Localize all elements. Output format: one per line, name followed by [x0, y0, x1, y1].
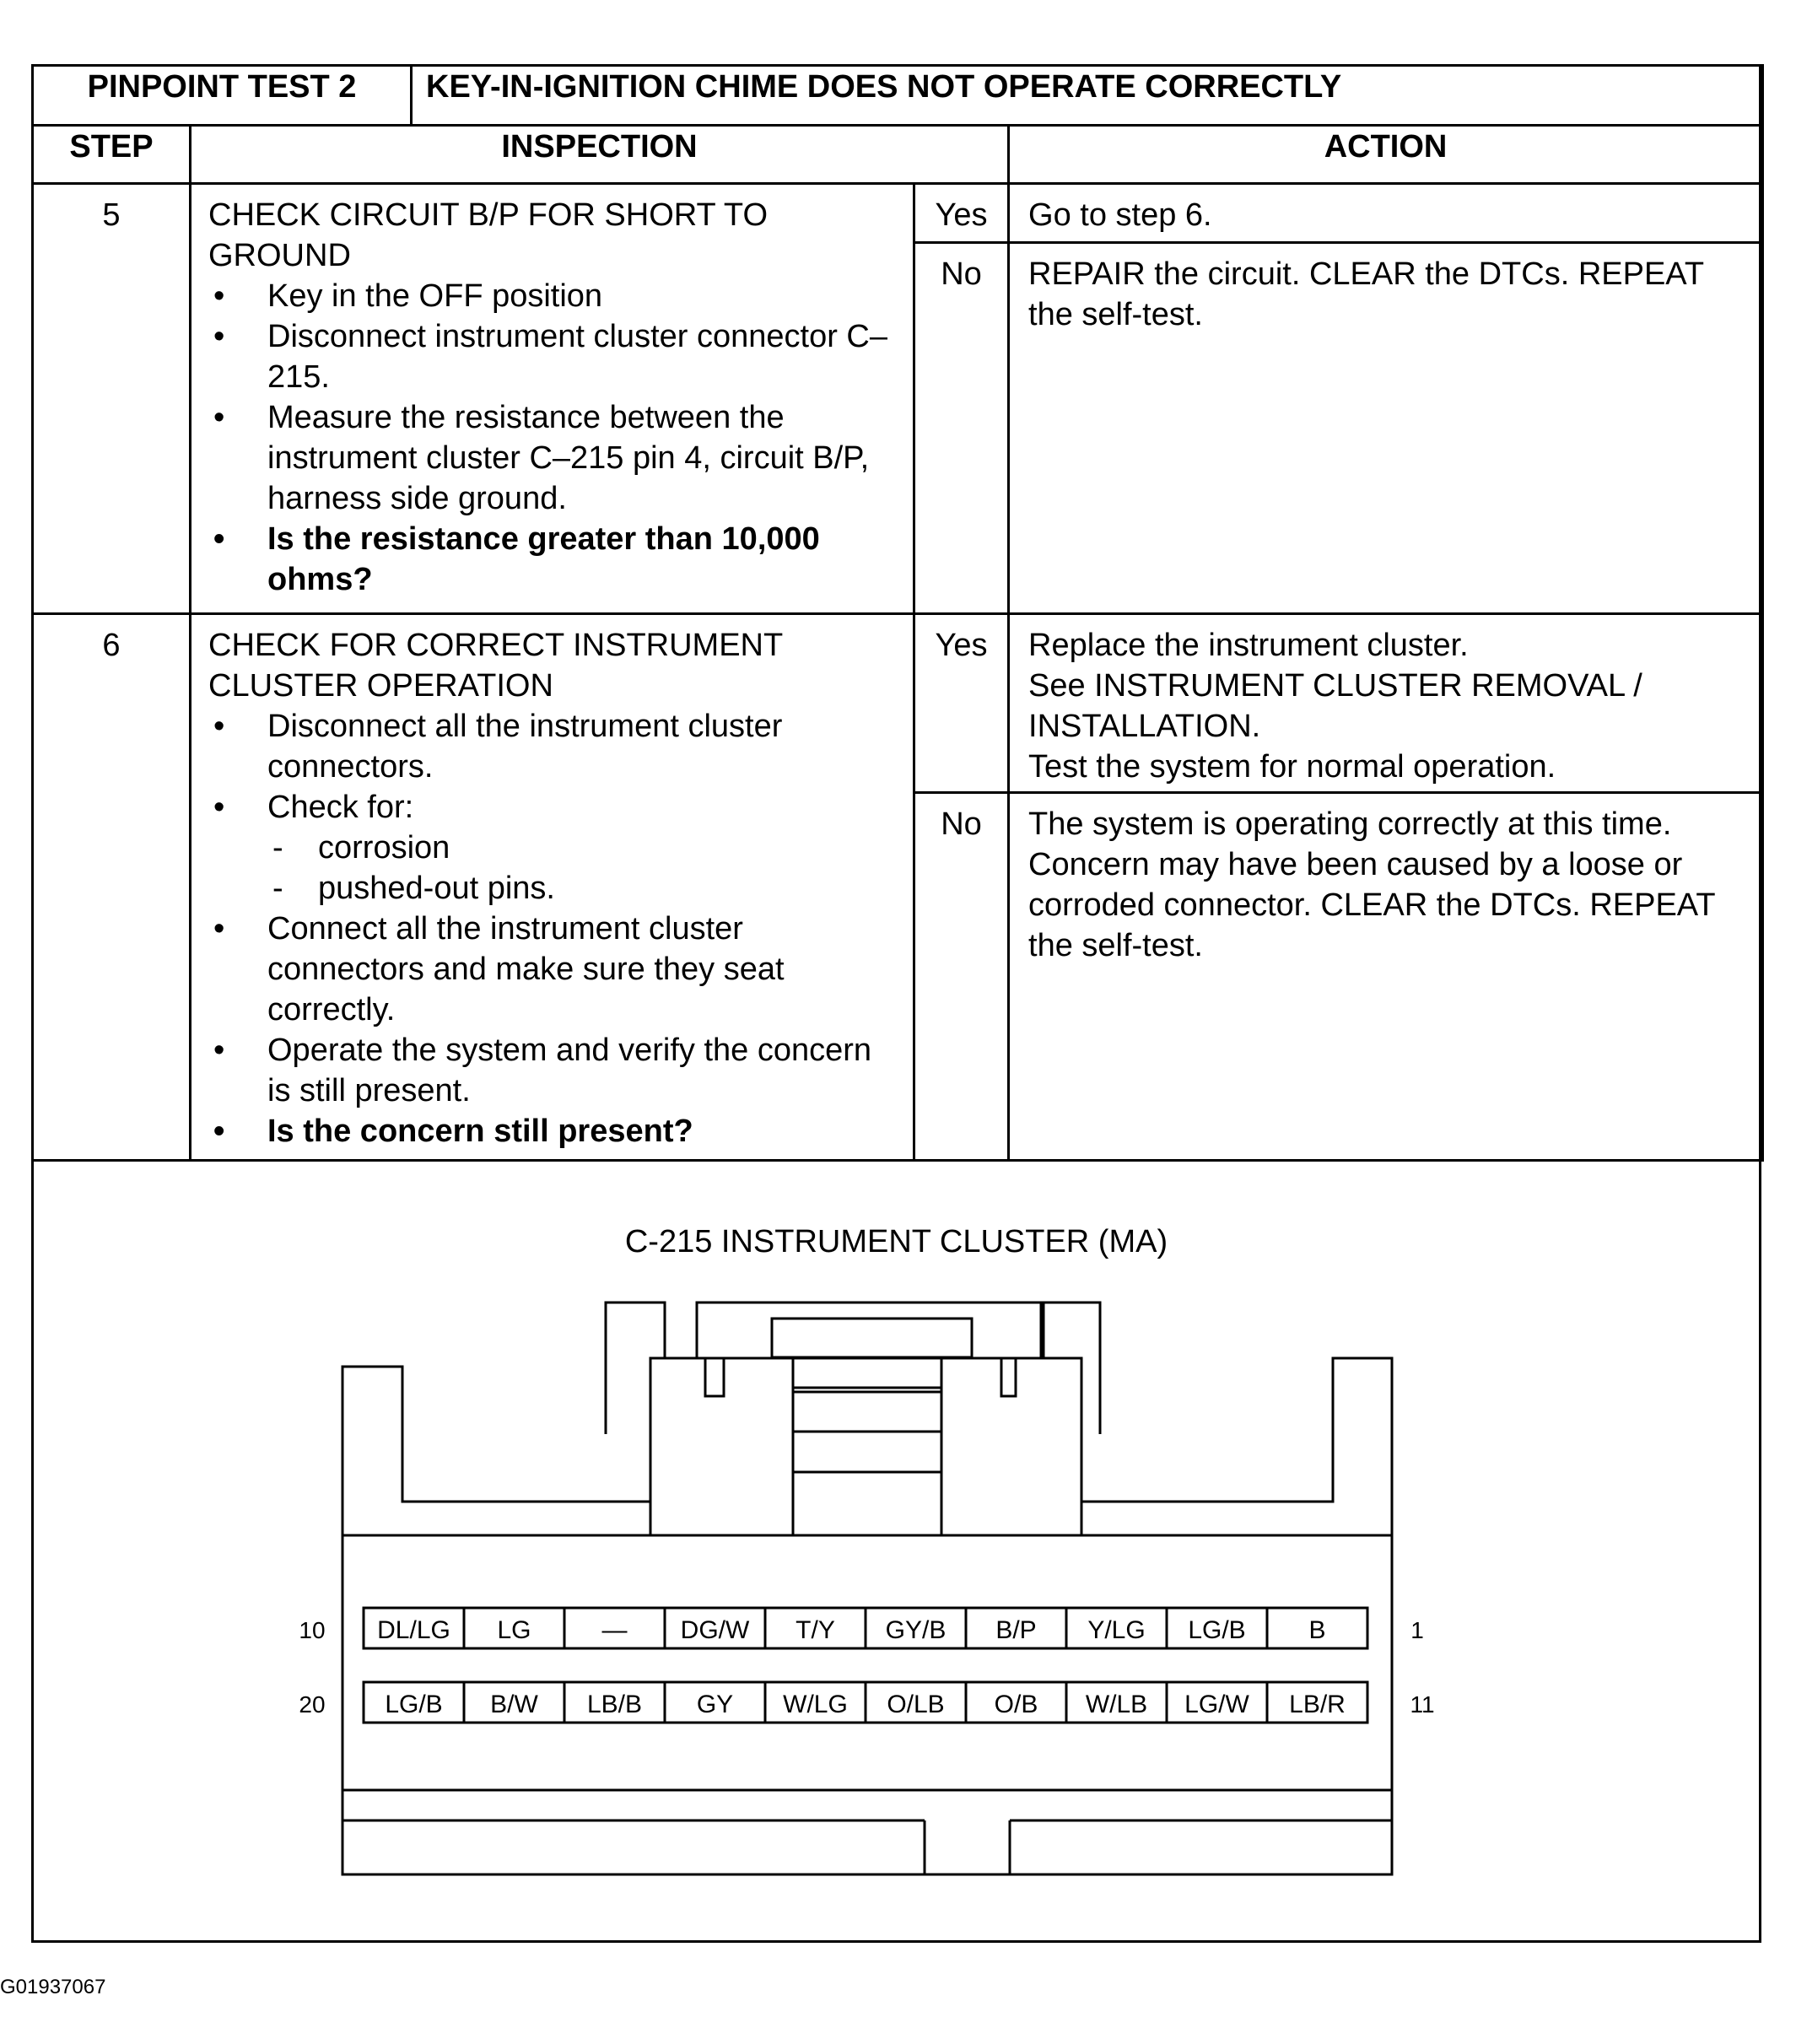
- pin-label: LG/W: [1184, 1691, 1249, 1718]
- step-6-sub-item: - corrosion: [267, 828, 898, 868]
- pin-row-bottom: [364, 1682, 1367, 1723]
- pin-label: DG/W: [680, 1616, 750, 1644]
- row-1-left-pin-number: 10: [299, 1617, 326, 1643]
- step-5-no-action: REPAIR the circuit. CLEAR the DTCs. REPEAT the self-test.: [1009, 243, 1763, 614]
- step-6-title: CHECK FOR CORRECT INSTRUMENT CLUSTER OPERATION: [208, 628, 783, 704]
- step-5-yes-label: Yes: [914, 184, 1009, 243]
- pin-label: DL/LG: [377, 1616, 450, 1644]
- step-6-bullet: • Operate the system and verify the concern is still present.: [208, 1030, 898, 1111]
- pin-label: B/P: [995, 1616, 1037, 1644]
- action-column-header: ACTION: [1009, 126, 1763, 184]
- step-6-yes-action-line: See INSTRUMENT CLUSTER REMOVAL / INSTALLATION.: [1028, 668, 1642, 744]
- pin-label: O/LB: [887, 1691, 945, 1718]
- pin-row-top: [364, 1608, 1367, 1648]
- pin-label: LB/B: [586, 1691, 643, 1718]
- step-5-title: CHECK CIRCUIT B/P FOR SHORT TO GROUND: [208, 197, 769, 273]
- inspection-column-header: INSPECTION: [191, 126, 1009, 184]
- row-1-right-pin-number: 1: [1410, 1617, 1424, 1643]
- step-5-yes-action: Go to step 6.: [1009, 184, 1763, 243]
- pin-label: T/Y: [796, 1616, 835, 1644]
- pin-label: GY: [696, 1691, 734, 1718]
- pin-label: LG/B: [385, 1691, 443, 1718]
- step-6-sub-item: - pushed-out pins.: [267, 868, 898, 909]
- pin-label: O/B: [994, 1691, 1038, 1718]
- step-5-bullet: • Measure the resistance between the instrument cluster C–215 pin 4, circuit B/P, harness side ground.: [208, 397, 898, 519]
- connector-outline: [342, 1302, 1392, 1874]
- test-label: PINPOINT TEST 2: [33, 66, 412, 126]
- step-number: 5: [33, 184, 191, 614]
- step-6-no-action: The system is operating correctly at this time. Concern may have been caused by a loose or corroded connector. CLEAR the DTCs. REPEAT the self-test.: [1009, 793, 1763, 1161]
- step-6-check-for: Check for:: [267, 790, 414, 825]
- connector-diagram-title: C-215 INSTRUMENT CLUSTER (MA): [624, 1224, 1168, 1259]
- pin-label: LG/B: [1188, 1616, 1246, 1644]
- step-6-yes-action-line: Replace the instrument cluster.: [1028, 628, 1469, 663]
- pin-label: LG: [497, 1616, 531, 1644]
- step-number: 6: [33, 614, 191, 1161]
- step-6-no-label: No: [914, 793, 1009, 1161]
- pin-label: —: [601, 1616, 628, 1644]
- pin-label: B: [1308, 1616, 1326, 1644]
- step-6-bullet: • Connect all the instrument cluster connectors and make sure they seat correctly.: [208, 909, 898, 1030]
- step-5-bullet: • Disconnect instrument cluster connector C–215.: [208, 316, 898, 397]
- row-2-right-pin-number: 11: [1410, 1691, 1435, 1718]
- figure-id: G01937067: [0, 1976, 106, 1998]
- step-5-bullet: • Key in the OFF position: [208, 276, 898, 316]
- step-5-no-label: No: [914, 243, 1009, 614]
- step-6-yes-action-line: Test the system for normal operation.: [1028, 749, 1556, 785]
- step-6-question: • Is the concern still present?: [208, 1111, 898, 1151]
- test-title: KEY-IN-IGNITION CHIME DOES NOT OPERATE CORRECTLY: [412, 66, 1763, 126]
- pin-label: Y/LG: [1087, 1616, 1146, 1644]
- row-2-left-pin-number: 20: [299, 1691, 326, 1718]
- pin-label: B/W: [490, 1691, 538, 1718]
- pin-label: W/LB: [1085, 1691, 1148, 1718]
- step-6-yes-label: Yes: [914, 614, 1009, 793]
- pin-label: LB/R: [1289, 1691, 1346, 1718]
- step-column-header: STEP: [33, 126, 191, 184]
- step-5-question: • Is the resistance greater than 10,000 ohms?: [208, 519, 898, 600]
- step-6-bullet: • Disconnect all the instrument cluster connectors.: [208, 706, 898, 787]
- pin-label: GY/B: [885, 1616, 947, 1644]
- pin-label: W/LG: [783, 1691, 848, 1718]
